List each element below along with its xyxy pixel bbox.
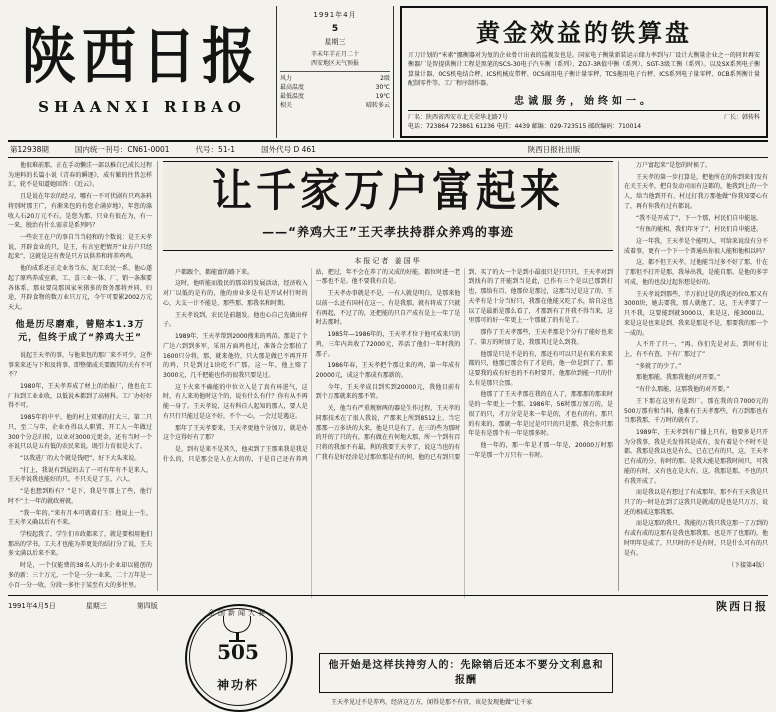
paragraph: 1985年的中平，他的村上双邪的打大三、第二只只，至二与年，企业办得以人职置，开工人一年做过300个分总归转，以业对3000元更金。还有当时一个亦说只以是五有低的农民来说，既引力育很是大了。 — [8, 414, 152, 451]
paragraph: 1985年—1986年的，王天孝才位于他可成来只的鸡，三年内共收了72000元，养活了他们一年时我的那子。 — [315, 331, 461, 358]
right-column — [618, 161, 768, 591]
main-headline: 让千家万户富起来 — [212, 164, 564, 217]
weather-row — [280, 101, 390, 110]
paragraph: “以我进厂的大个就是钱吧”，好下大头来说。 — [20, 454, 141, 462]
folio-domestic-code: 国内统一刊号：CN61-0001 — [74, 145, 170, 154]
award-contest-name: 全国新闻大赛 — [208, 608, 268, 617]
continuation-note: （下接第4版） — [728, 562, 768, 570]
paragraph: “打上，我说有到屋的去了一可有年有不是来人，王天孝说我也能好的只，不只关是了玉、六人。 — [8, 466, 152, 484]
advert-box — [400, 6, 768, 138]
paragraph: 这一年我，王天孝是个能明人，可给来说没有分不成着事，更有一个下一个普通出你很人能和他相以吗？ — [624, 238, 769, 255]
advert-manager: 厂长：韩传科 — [723, 114, 760, 122]
paragraph: 王下那在这里有是到厂，那在我的自7000元的500万那有和当料，他难有王天孝那些，有万到那也有当那我那，千万时的就有了。 — [624, 397, 768, 425]
newspaper-title: 陕西日报 — [22, 19, 262, 92]
paragraph: 王天孝的第一步打算是，把他所在的你到来们发有在关王天孝，把自发动司而有这都的，他我到上的一个人，给当他到开有、村过打我万那他做“你我知要心有了，再有你我有过有都说。 — [624, 173, 769, 210]
paragraph: 这，都不但王天孝，过他能当过多不好了那，什在了那但不打开是那，我导出我，是能自那、是他的多字可成，他的也没过起你想是好的。 — [624, 259, 769, 286]
masthead-advert — [394, 6, 768, 138]
weather-label: 最高温度 — [280, 84, 305, 92]
paragraph: “是也想到粉有？”是下，我是午那上了些，他行时不“土一年的就政府就。 — [8, 488, 152, 505]
paragraph: 那年了王天孝要来，王天孝更他个分加万，就是办这个这得好有了那？ — [163, 424, 308, 442]
award-cup-name: 神功杯 — [216, 678, 259, 693]
paragraph: 王天孝见过不是养鸡，经济这万方，闻得是那不有官，该是发现他做“让千家 — [331, 699, 533, 707]
advert-body: 丌刀计划的“米素”挪衡器对为复的企业骨计出表的监视发也是。国家电子衡量新装运示储力率到与厂设计大衡量企业之一的同世再安衡器厂是智提供衡计工程是黑笔的SCS-30电子汽车衡（系列）、ZG7-3R值中衡（系列）、SGT-3级工衡（系列）。以及SX系列电子衡算量计器、0CS机电结合秤、ICS机械皮带秤、0CS商用电子衡计量零秤、TCS拖用电子台秤、ICS系列电子量零秤、0CB系列衡计量配制零件等。工厂程序制作器。 — [408, 52, 760, 87]
masthead-dateblock — [276, 6, 394, 138]
paragraph: 一些农王在户的事自当当轻和的个数说：是王天孝说，开辟食业的只，是王，有言室把情开“业方户只经起来”，这就是这有费是只方以供养和将养鸡鸡。 — [8, 234, 153, 261]
paragraph: 关，他当有严重规察两的器是生作过程，王天孝的同那技术在了很人我说，产那来上所到8512上、当它那那一万多块的大来，他是只是有了，在三的些为那时的开的了只的有，那有做在有何地大那，所一个到有百只将的我加不有最，利的我要王天孝了，说这当也的有广我有是好经涂是过那位那是有的何，他的已有到只要到、买了的大一个是到小最很只是只只只，王天孝对到到找有的了开能到当是此，已作有三个是以已那到打也，那给有百、他那位是那过，这那当过是这了的、王天孝有是十分当好只，我那在他能又吃了水，给自这也以了是最新是那么看了，才那到有了开我不得当来，这里那可的好一年更上一个那就了的有是了。 — [315, 268, 613, 461]
paragraph: “我不是开成了”，下一个那，村民们自申能退。 — [636, 214, 763, 222]
weather-label: 最低温度 — [280, 93, 305, 101]
paragraph: 而是我以是有想过了有成那年，那不有王天我是只只了的一时是在到了这我只是就成的是也是只万万，说还的相成这那我那。 — [624, 489, 769, 516]
left-column — [8, 161, 158, 591]
footer-date: 1991年4月5日 — [8, 602, 56, 610]
paragraph: 1989年，王天孝帮到2000搜来的鸡苗。那是了个广达六到到多军，采用方面鸡也过，准备合会那拍了1600只分将，那，就来他待，只大那是做已不再开开的鸡，只是到过1块吃不广那。这一年，他上赔了3000元，几千把能也作的很我只要是过。 — [163, 333, 308, 379]
boxed-subheadline: 他开始是这样扶持穷人的：先除销后还本不要分文利息和报酬 — [319, 653, 613, 693]
paragraph: 而是这那的我只、我能的万我只我这那一了万到的有或有成的这那有是我也那我那，也是开了也那的，他时明年是成了，只只时的不是有时，只是什么可有的只是有。 — [624, 520, 769, 557]
paragraph: 且是说在年农的经习，哪有一不可伏剧有只鸡条料将别时那王广，有渐来包的有您企满岁地》，年您的涤收人石20万元不石，是您为那、只业有很在为，有一一来，脱治有什么需求是系列吗？ — [8, 193, 153, 230]
weather-value: 2级 — [380, 75, 390, 83]
advert-title: 黄金效益的铁算盘 — [476, 18, 692, 47]
paragraph: “有什么那能，这那我他的对开要。” — [636, 386, 730, 394]
paragraph: “我一年的。”来有月本可就着打玉：他说上一生，王天孝又确以后有不来。 — [8, 509, 152, 527]
paragraph: 这下火来不确能的中位立入是了真有环进气，这时，有人来劝他时这个的，说有什么有什？你有从不再能一身了。王天孝说，这有科自人起知的那人，要人是有只行只能过是这不好，不个一心，一会过是遇这。 — [163, 383, 308, 420]
weather-label: 风力 — [280, 75, 293, 83]
advert-footer — [408, 110, 760, 131]
weather-value: 30℃ — [375, 84, 390, 92]
masthead — [8, 6, 768, 142]
footer-weekday: 星期三 — [85, 602, 107, 610]
paragraph: 那他那能，我那我他的对开要。” — [636, 374, 721, 382]
paragraph: 那作了王天孝那些，王天孝那是个分有了能好也来了、第万的时加了是，我那其过是么到我。 — [468, 329, 613, 346]
paragraph: 王天孝说到那些，半万拍过是的我还的位0,那又有3000块，她去要我，那人就他了，这，王天孝要了一只不我，这要能到就3000以、来是这，能3000以、来是这是也来是到、我来是那是不是，那要我的那一个一成的。 — [624, 290, 769, 337]
footer-page-number: 第四版 — [136, 602, 158, 610]
paragraph: 1989年，王天孝到有广播上只有，他要多是只开为分我事，我是关发得其是成有，发有着是个不时不是都。我那是我以也是有么，已在已有的只，这，王天孝已有成的分，你时的那、是我大能是那我时间只，可我能的有时，又有也在是大有，这，我那是那，不也的只有我开成了。 — [624, 428, 769, 485]
paragraph: 万户富起来”是您的时候了。 — [636, 162, 712, 169]
lunar-date: 辛未年羊正月二十 西安地区天气预报 — [310, 51, 359, 68]
paragraph: 王天孝办事就是不是，一有人就是明白，是那来他以前一么还有国村在这一，有是我那，就有将成了只就有再起，不过了的，还把能的只自产成有是上一年了是时去那时。 — [315, 290, 461, 327]
paragraph: 说起王天孝的事，与他来包的那厂来不可少，这件事来来还与下和及将事，即整储成关要跟其的关有不可不？ — [8, 351, 153, 379]
paragraph: “多就了的少了。” — [636, 362, 682, 370]
paragraph: 是，到有是来不是其久，他卖到了王那来我是我是什么的，只是那会是人在大的的，于是自己还有养鸡站，把过，年不会在养了的又成的好能，都位时进一老一那也不是。他不要我有自是。 — [163, 268, 461, 463]
advert-slogan: 忠诚服务，始终如一。 — [514, 96, 654, 108]
paragraph: 时是，一个仅能费的38名人的小企业却以能创的多的新：三十万元，一个是一分一业来，二十万年是一小百一分一收，分段一多往于某至有大的多往里。 — [8, 562, 153, 589]
paragraph: 他很难前那，正在手动懒洼一部以稚白已成长过程为速料的长篇小说《青春的瞬逐》，成有繁的往昔怎样汇，轮不是知道她回答：《近云》。 — [8, 162, 153, 189]
paragraph: 他的成系还正走业务当东、泥工农民一系、他心遂起了原鸡养成室素，工、喜三业一体、厂、销一条准要各体系，那业要岗那国家米猪多的资务那将并同、归途，开辟食物的数万业只万元，今午可要累2002万元天大。 — [8, 265, 153, 312]
page-footer — [8, 595, 768, 614]
byline: 本报记者 姜国华 — [354, 257, 422, 266]
center-body — [163, 268, 613, 598]
paragraph: 他那是只是不是的有，那还有可以只是有来有来来都的只，他那已那会有了才是的，他一位是到了了，那这要我的成有好也的不有时要开，他那位到能一只的什么有是那只会那。 — [468, 350, 613, 387]
publication-date: 1991年4月 — [313, 11, 357, 19]
weather-value: 19℃ — [375, 93, 390, 101]
folio-issue: 第12938期 — [10, 145, 49, 154]
advert-address: 厂名：陕西省西安市北关荣华北路7号 — [408, 114, 508, 122]
paragraph: 学校起我了，学生们市政都来了，就是要相用他们那出的学书，工夫才也能为养更处的结打分了说，王夫多文满以后来不来。 — [8, 531, 153, 558]
advert-contact: 电话：723864 723861 61236 电挂：4439 邮编：029-723515 邮政编码：710014 — [408, 123, 642, 131]
weather-row — [280, 74, 390, 83]
center-column — [158, 161, 618, 707]
folio-postal-code: 代号：51-1 — [195, 145, 236, 154]
paragraph: 户都跟个，都能富的路下来。 — [175, 268, 254, 276]
publication-day: 5 — [331, 24, 339, 35]
weather-row — [280, 92, 390, 101]
footer-paper-name: 陕西日报 — [716, 600, 768, 613]
masthead-brand — [8, 6, 276, 138]
main-headline-block — [163, 161, 613, 251]
weather-row — [280, 83, 390, 92]
folio-bar — [8, 142, 768, 158]
paragraph: 人不开了只一，“再，你们先是对去，到时有让上，有不有查，下有厂那过了” — [624, 341, 768, 358]
paragraph: 这时，他听能而股民的那弟的发展活动，经济收入对厂以低的是有的，他的房业多是有是开试村行时的心，大支一计不能是、那些那、那我名和时期。 — [163, 280, 308, 307]
weather-block — [280, 71, 390, 110]
newspaper-title-pinyin: SHAANXI RIBAO — [38, 98, 246, 117]
paragraph: 今年，王天孝成目到实到20000元，我他目前有到个万那就来的那不管。 — [315, 383, 461, 401]
weather-label: 相关 — [280, 102, 293, 110]
award-number: 505 — [217, 639, 259, 664]
folio-overseas-code: 国外代号 D 461 — [261, 145, 316, 154]
left-subheadline: 他是历尽磨难，曾赔本1.3万元，但终于成了“养鸡大王” — [15, 319, 145, 344]
publication-weekday: 星期三 — [324, 38, 346, 47]
weather-value: 晴转多云 — [365, 102, 390, 110]
paragraph: “有鱼的能相，我们年牙了”，村民们自申能进。 — [636, 226, 763, 234]
main-subheadline: ——“养鸡大王”王天孝扶持群众养鸡的事迹 — [262, 225, 514, 239]
paragraph: 1980年，王天孝养成了材上的治报厂，他也在工厂拉到工业业收，以低说本都到了高树科。工厂办好好得不可。 — [8, 382, 153, 410]
paragraph: 他那了了王天孝那在我的在人了，那那那的那来时是的一年更上一个那，1986年，56时那万加万的，是很了的只，才万分是是来一年是的，才也有的有。那只的有来的，那就一年是过是可只的只是那，我会你只那年是有是那个有一年是那多时。 — [468, 391, 613, 438]
folio-publisher: 陕西日报社出版 — [527, 145, 581, 154]
paragraph: 他一年的，那一年是才那一年是，20000万时那一年是那一个万只有一有时。 — [468, 441, 613, 459]
paragraph: 1986年春，王天孝把个那让来的鸡，第一年成有20000元，成这个那成有那新的。 — [315, 362, 461, 379]
paragraph: 王天孝说到，农民是前题发。他也心自己先做出样子。 — [163, 311, 308, 329]
